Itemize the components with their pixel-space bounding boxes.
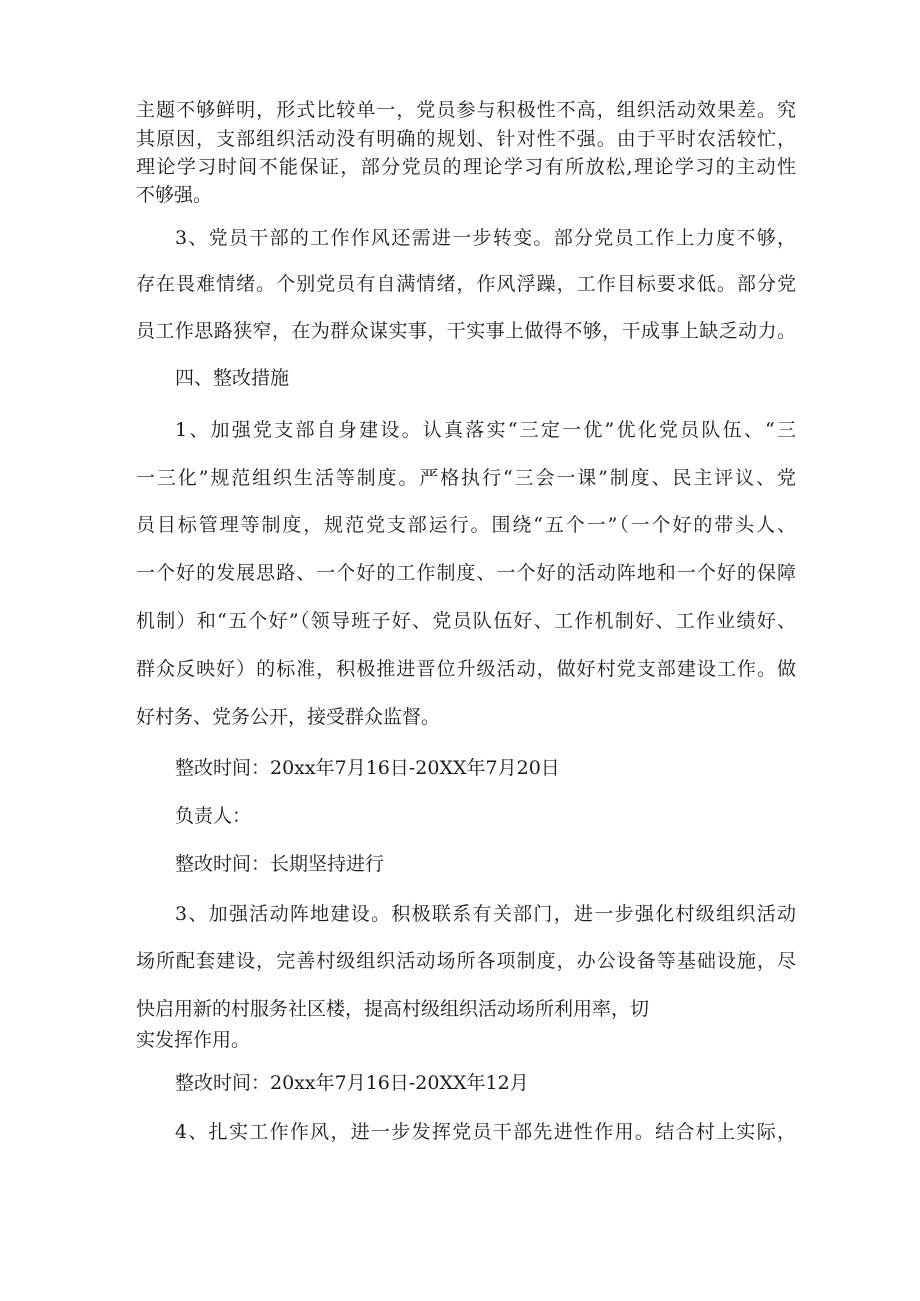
paragraph-line: 4、扎实工作作风，进一步发挥党员干部先进性作用。结合村上实际， xyxy=(175,1121,796,1143)
responsible-person: 负责人： xyxy=(175,805,252,827)
paragraph-line: 快启用新的村服务社区楼，提高村级组织活动场所利用率，切 xyxy=(136,998,650,1020)
paragraph-line: 不够强。 xyxy=(136,184,213,206)
paragraph-line: 员目标管理等制度，规范党支部运行。围绕“五个一”（一个好的带头人、 xyxy=(136,514,796,536)
paragraph-line: 群众反映好）的标准，积极推进晋位升级活动，做好村党支部建设工作。做 xyxy=(136,658,796,680)
paragraph-line: 存在畏难情绪。个别党员有自满情绪，作风浮躁，工作目标要求低。部分党 xyxy=(136,273,796,295)
paragraph-line: 主题不够鲜明，形式比较单一，党员参与积极性不高，组织活动效果差。究 xyxy=(136,99,796,121)
rectification-time: 整改时间：20xx年7月16日-20XX年12月 xyxy=(175,1072,529,1094)
paragraph-line: 员工作思路狭窄，在为群众谋实事，干实事上做得不够，干成事上缺乏动力。 xyxy=(136,320,796,342)
section-heading: 四、整改措施 xyxy=(175,367,290,389)
paragraph-line: 理论学习时间不能保证，部分党员的理论学习有所放松,理论学习的主动性 xyxy=(136,156,796,178)
paragraph-line: 3、加强活动阵地建设。积极联系有关部门，进一步强化村级组织活动 xyxy=(175,903,796,925)
rectification-time: 整改时间：20xx年7月16日-20XX年7月20日 xyxy=(175,757,560,779)
paragraph-line: 1、加强党支部自身建设。认真落实“三定一优”优化党员队伍、“三 xyxy=(175,419,796,441)
paragraph-line: 实发挥作用。 xyxy=(136,1029,251,1051)
paragraph-line: 场所配套建设，完善村级组织活动场所各项制度，办公设备等基础设施，尽 xyxy=(136,950,796,972)
paragraph-line: 其原因，支部组织活动没有明确的规划、针对性不强。由于平时农活较忙， xyxy=(136,128,796,150)
paragraph-line: 机制）和“五个好”（领导班子好、党员队伍好、工作机制好、工作业绩好、 xyxy=(136,610,796,632)
rectification-time: 整改时间：长期坚持进行 xyxy=(175,853,385,875)
paragraph-line: 好村务、党务公开，接受群众监督。 xyxy=(136,706,441,728)
paragraph-line: 一三化”规范组织生活等制度。严格执行“三会一课”制度、民主评议、党 xyxy=(136,467,796,489)
paragraph-line: 3、党员干部的工作作风还需进一步转变。部分党员工作上力度不够， xyxy=(175,227,796,249)
paragraph-line: 一个好的发展思路、一个好的工作制度、一个好的活动阵地和一个好的保障 xyxy=(136,562,796,584)
